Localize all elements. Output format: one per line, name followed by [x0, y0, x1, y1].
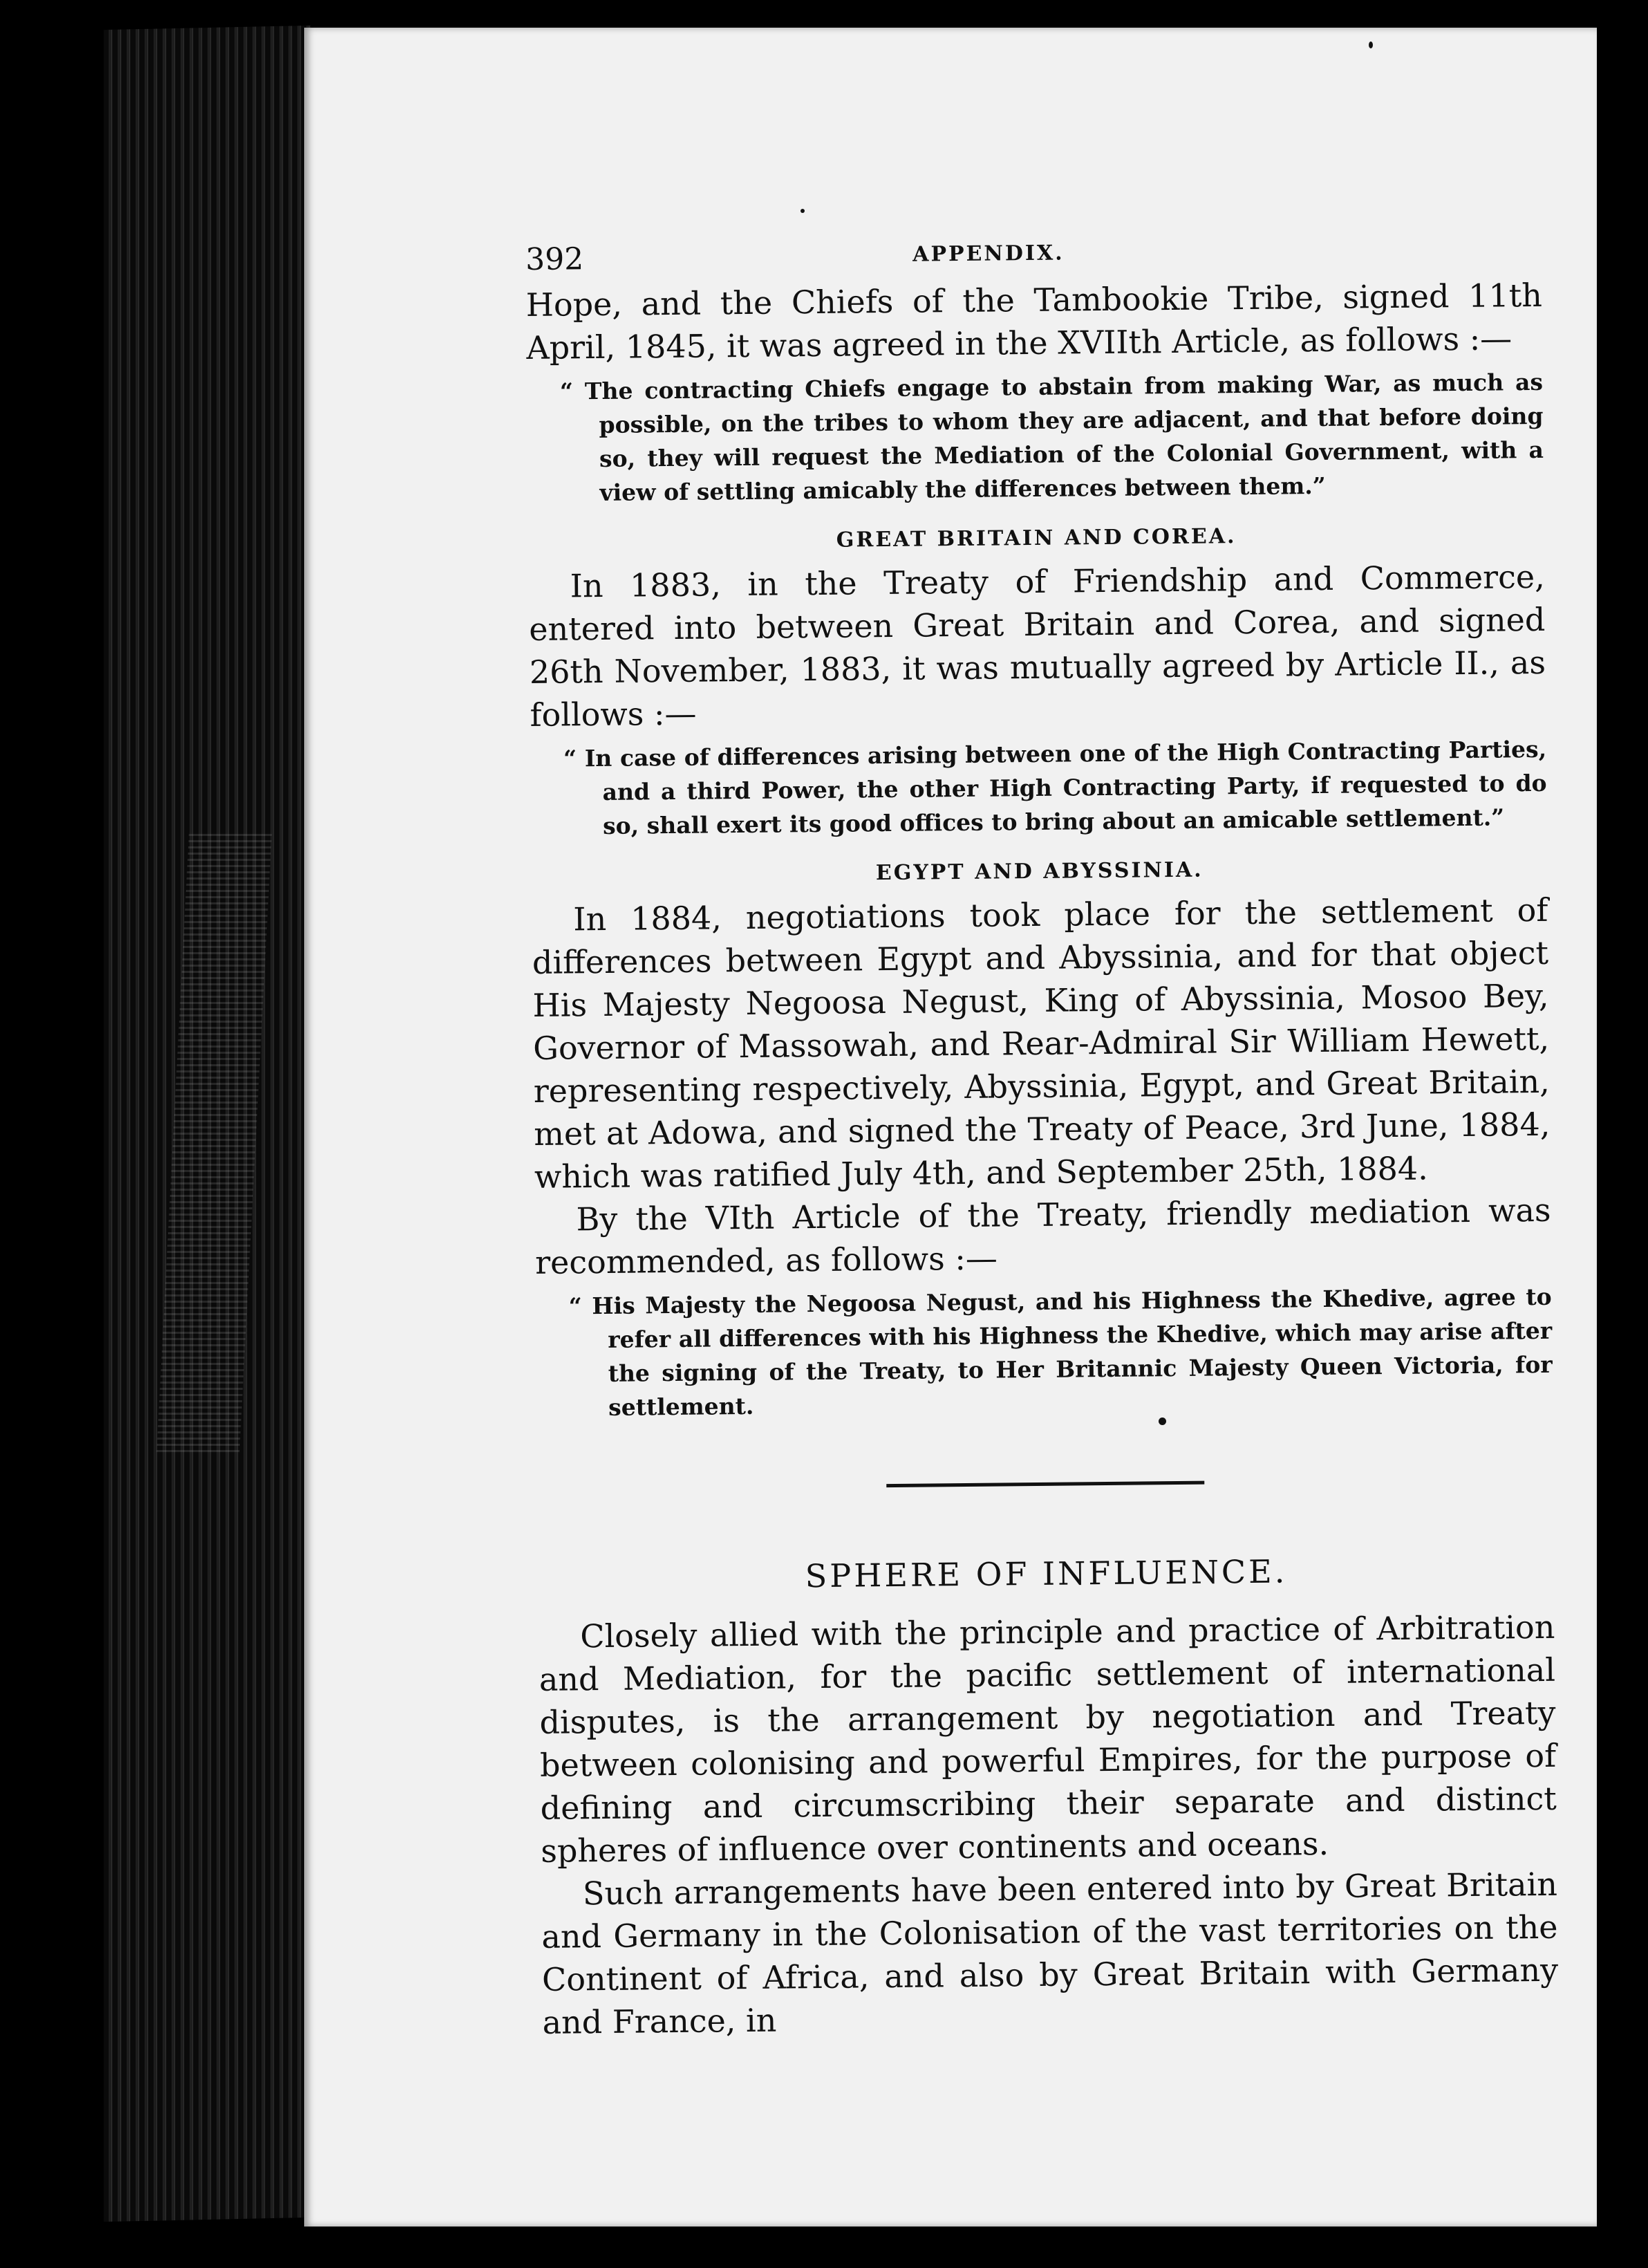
paragraph-egypt-abyssinia-2: By the VIth Article of the Treaty, friendly mediation was recommended, as follows :— — [534, 1191, 1551, 1281]
paragraph-sphere-1: Closely allied with the principle and practice of Arbitration and Mediation, for the pacific settlement of international disputes, is the arrangement by negotiation and Treaty between colonising and powerful Empires, for the purpose of defining and circumscribing their separate and distinct spheres of influence over continents and oceans. — [539, 1608, 1557, 1870]
heading-britain-corea: GREAT BRITAIN AND COREA. — [836, 524, 1237, 552]
page-content — [525, 232, 1559, 2044]
paragraph-egypt-abyssinia-1: In 1884, negotiations took place for the settlement of differences between Egypt and Abyssinia, and for that object His Majesty Negoosa Negust, King of Abyssinia, Mosoo Bey, Governor of Massowah, and Rear-Admiral Sir William Hewett, representing respectively, Abyssinia, Egypt, and Great Britain, met at Adowa, and signed the Treaty of Peace, 3rd June, 1884, which was ratified July 4th, and September 25th, 1884. — [532, 891, 1551, 1196]
heading-sphere-of-influence: SPHERE OF INFLUENCE. — [805, 1552, 1288, 1595]
ink-speck — [800, 209, 805, 213]
intro-paragraph: Hope, and the Chiefs of the Tambookie Tribe, signed 11th April, 1845, it was agreed in the XVIIth Article, as follows :— — [525, 276, 1543, 366]
page-number: 392 — [525, 241, 584, 277]
book-page — [304, 28, 1597, 2227]
running-title: APPENDIX. — [912, 241, 1065, 267]
quote-egypt-abyssinia: “ His Majesty the Negoosa Negust, and his Highness the Khedive, agree to refer all differences with his Highness the Khedive, which may arise after the signing of the Treaty, to Her Britannic Majesty Queen Victoria, for settlement. — [568, 1283, 1553, 1421]
heading-egypt-abyssinia: EGYPT AND ABYSSINIA. — [875, 857, 1204, 886]
quote-britain-corea: “ In case of differences arising between one of the High Contracting Parties, and a third Power, the other High Contracting Party, if requested to do so, shall exert its good offices to bring about an amicable settlement.” — [563, 735, 1547, 839]
quote-tambookie: “ The contracting Chiefs engage to abstain from making War, as much as possible, on the tribes to whom they are adjacent, and that before doing so, they will request the Mediation of the Colonial Government, with a view of settling amicably the differences between them.” — [559, 368, 1544, 506]
paragraph-britain-corea: In 1883, in the Treaty of Friendship and Commerce, entered into between Great Britain and Corea, and signed 26th November, 1883, it was mutually agreed by Article II., as follows :— — [529, 557, 1546, 734]
section-divider-rule — [886, 1481, 1204, 1487]
ink-speck — [1369, 41, 1373, 48]
paragraph-sphere-2: Such arrangements have been entered into by Great Britain and Germany in the Colonisation of the vast territories on the Continent of Africa, and also by Great Britain with Germany and France, in — [541, 1865, 1559, 2041]
